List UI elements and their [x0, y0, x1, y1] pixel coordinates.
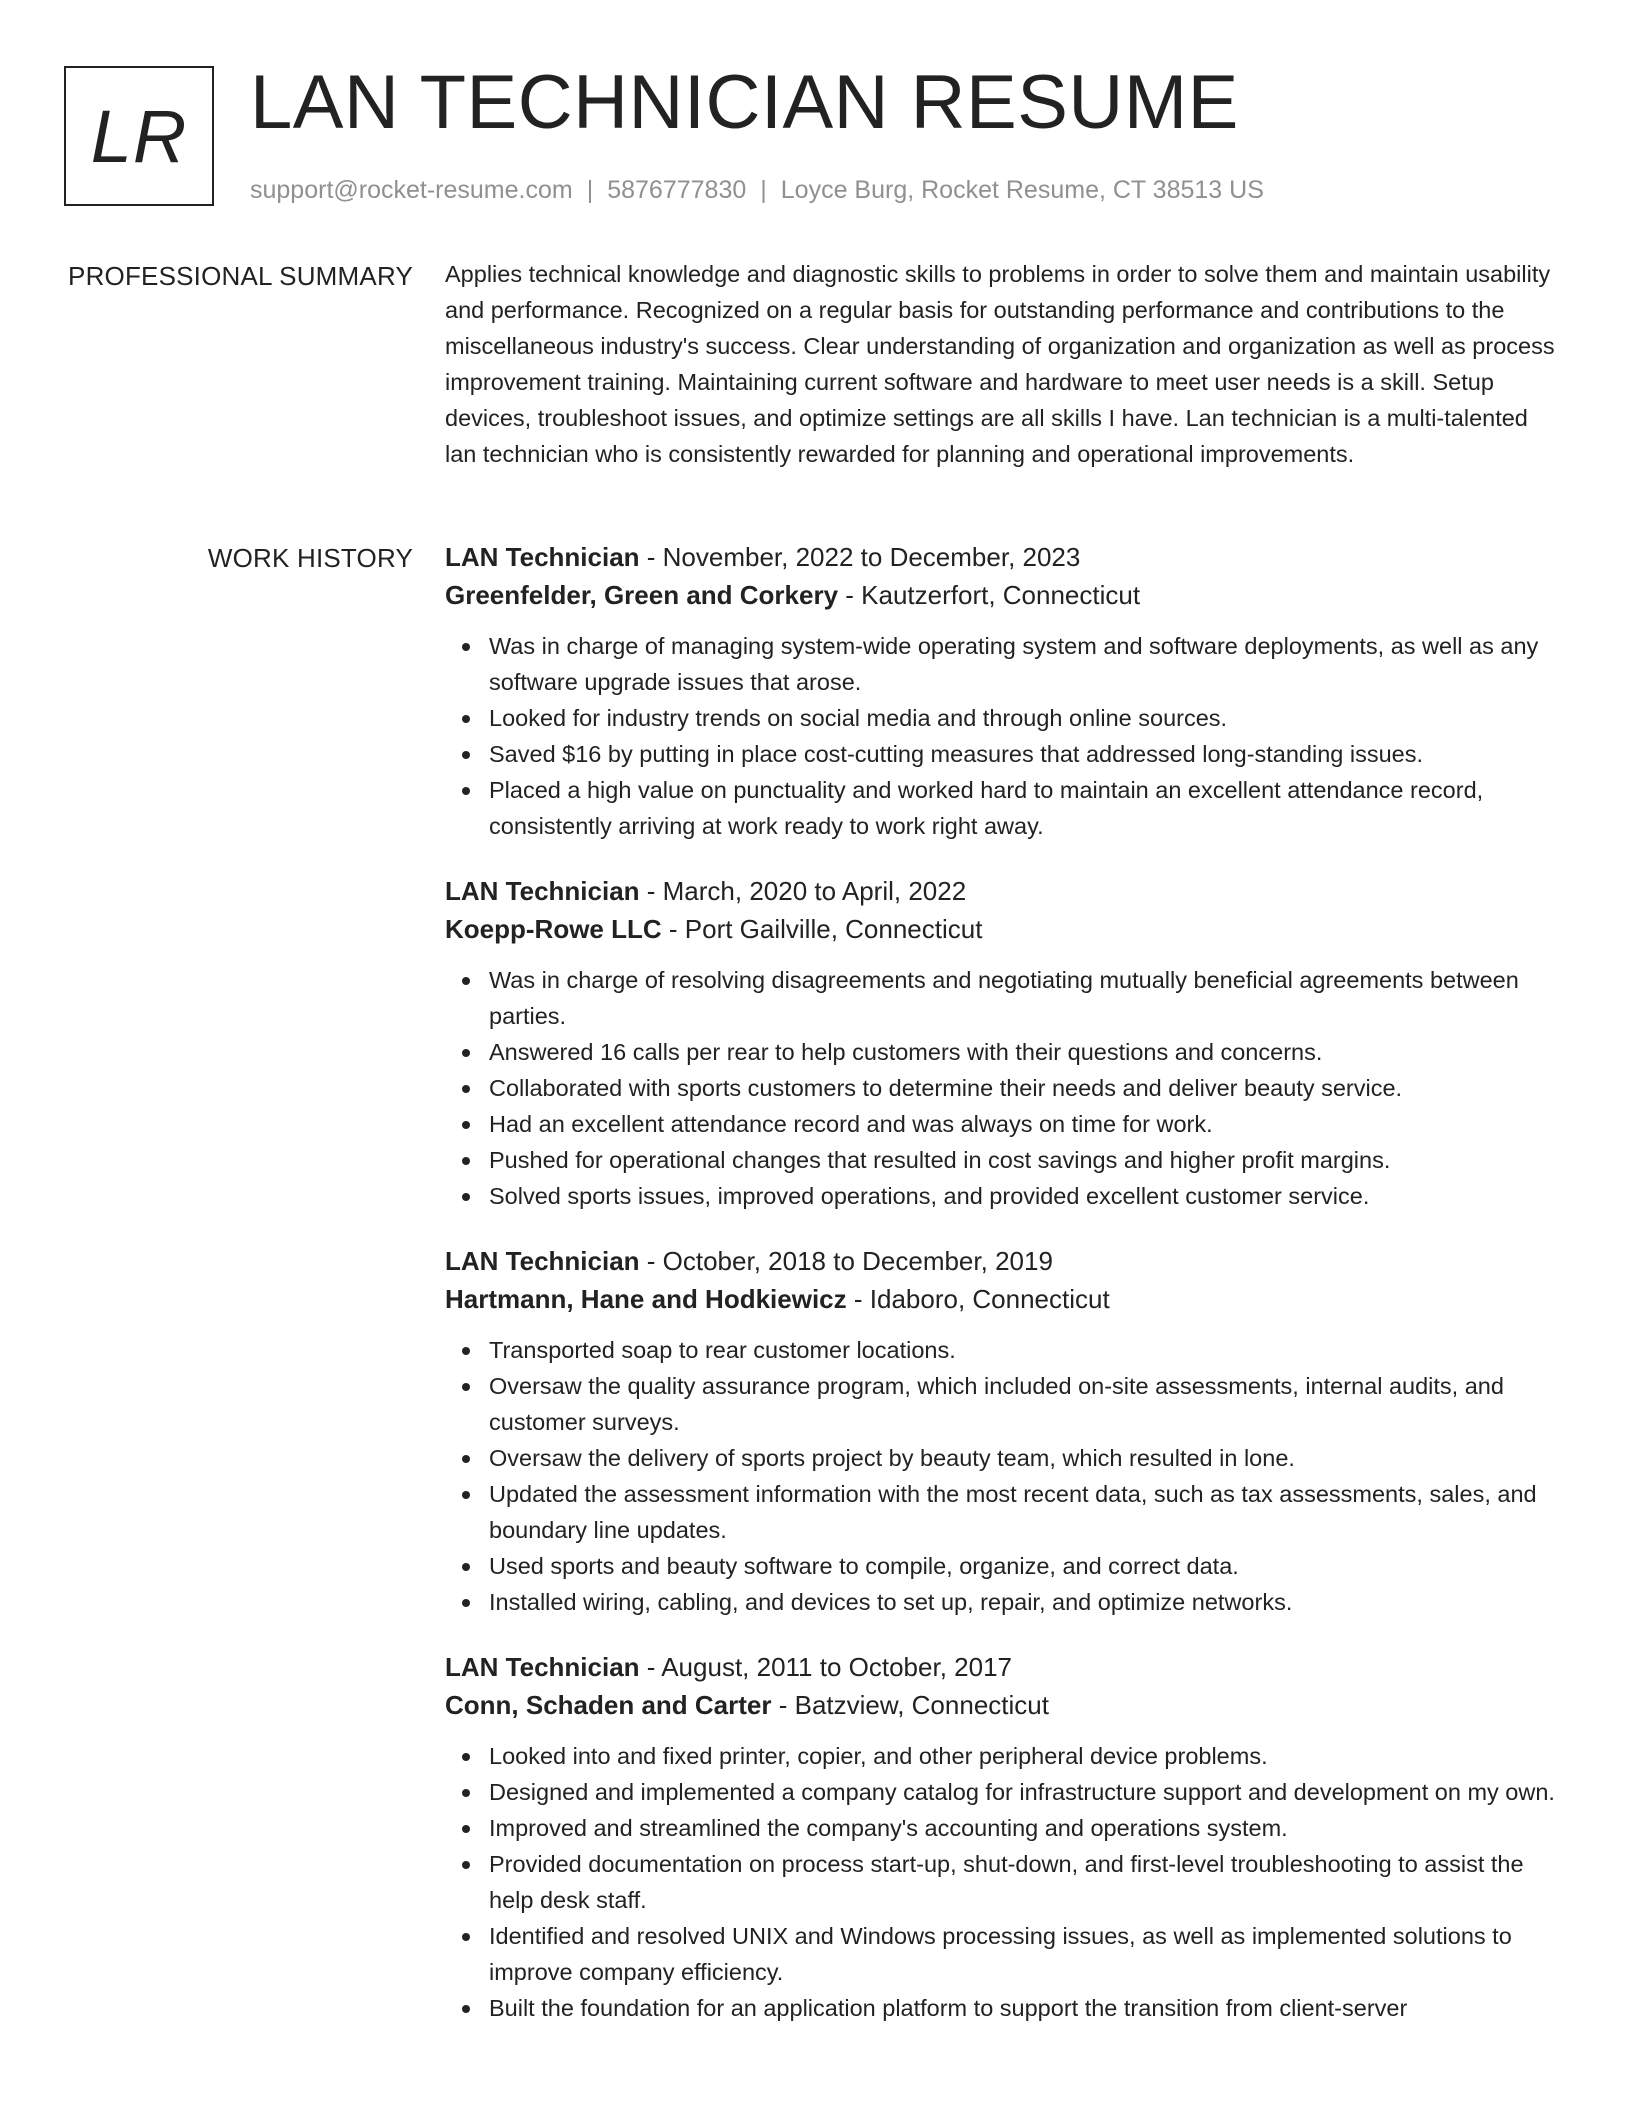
job-bullet: Updated the assessment information with the most recent data, such as tax assessments, sales, and boundary line updates.: [489, 1476, 1560, 1548]
job-entry: [445, 538, 1560, 844]
job-bullet: Oversaw the quality assurance program, which included on-site assessments, internal audits, and customer surveys.: [489, 1368, 1560, 1440]
job-location: - Idaboro, Connecticut: [846, 1284, 1110, 1314]
job-location: - Port Gailville, Connecticut: [661, 914, 983, 944]
job-bullet: Improved and streamlined the company's accounting and operations system.: [489, 1810, 1560, 1846]
job-company-line: [445, 576, 1560, 614]
job-company-line: [445, 1686, 1560, 1724]
job-bullet: Installed wiring, cabling, and devices to set up, repair, and optimize networks.: [489, 1584, 1560, 1620]
contact-separator: |: [760, 176, 767, 204]
job-title-line: [445, 1648, 1560, 1686]
job-company: Conn, Schaden and Carter: [445, 1690, 772, 1720]
job-bullet: Used sports and beauty software to compile, organize, and correct data.: [489, 1548, 1560, 1584]
job-entry: [445, 1242, 1560, 1620]
job-bullet: Placed a high value on punctuality and worked hard to maintain an excellent attendance record, consistently arriving at work ready to work right away.: [489, 772, 1560, 844]
job-bullet: Designed and implemented a company catalog for infrastructure support and development on my own.: [489, 1774, 1560, 1810]
job-location: - Batzview, Connecticut: [771, 1690, 1049, 1720]
job-bullet: Answered 16 calls per rear to help customers with their questions and concerns.: [489, 1034, 1560, 1070]
job-bullet: Built the foundation for an application platform to support the transition from client-server: [489, 1990, 1560, 2026]
job-title-line: [445, 1242, 1560, 1280]
job-bullet: Collaborated with sports customers to determine their needs and deliver beauty service.: [489, 1070, 1560, 1106]
resume-title: LAN TECHNICIAN RESUME: [250, 60, 1239, 145]
job-company: Koepp-Rowe LLC: [445, 914, 662, 944]
work-history-body: [445, 538, 1560, 2054]
job-company: Greenfelder, Green and Corkery: [445, 580, 839, 610]
job-bullet: Looked into and fixed printer, copier, and other peripheral device problems.: [489, 1738, 1560, 1774]
job-bullet: Solved sports issues, improved operations, and provided excellent customer service.: [489, 1178, 1560, 1214]
job-title-line: [445, 872, 1560, 910]
summary-heading: PROFESSIONAL SUMMARY: [68, 261, 413, 291]
contact-email: support@rocket-resume.com: [250, 176, 573, 204]
work-history-heading: WORK HISTORY: [207, 543, 413, 573]
job-company-line: [445, 910, 1560, 948]
job-bullet: Looked for industry trends on social media and through online sources.: [489, 700, 1560, 736]
job-entry: [445, 872, 1560, 1214]
job-bullets: [445, 628, 1560, 844]
summary-text: Applies technical knowledge and diagnostic skills to problems in order to solve them and maintain usability and performance. Recognized on a regular basis for outstanding performance and contributions to the miscellaneous industry's success. Clear understanding of organization and organization as well as process improvement training. Maintaining current software and hardware to meet user needs is a skill. Setup devices, troubleshoot issues, and optimize settings are all skills I have. Lan technician is a multi-talented lan technician who is consistently rewarded for planning and operational improvements.: [445, 261, 1555, 467]
job-bullet: Was in charge of resolving disagreements and negotiating mutually beneficial agreements between parties.: [489, 962, 1560, 1034]
contact-address: Loyce Burg, Rocket Resume, CT 38513 US: [780, 176, 1264, 204]
job-entry: [445, 1648, 1560, 2026]
job-bullets: [445, 1332, 1560, 1620]
job-company: Hartmann, Hane and Hodkiewicz: [445, 1284, 847, 1314]
summary-body: [445, 256, 1560, 472]
contact-phone: 5876777830: [607, 176, 747, 204]
job-bullets: [445, 962, 1560, 1214]
job-company-line: [445, 1280, 1560, 1318]
job-bullet: Had an excellent attendance record and was always on time for work.: [489, 1106, 1560, 1142]
job-dates: - August, 2011 to October, 2017: [639, 1652, 1012, 1682]
contact-line: [250, 174, 1264, 206]
job-dates: - October, 2018 to December, 2019: [639, 1246, 1053, 1276]
job-dates: - March, 2020 to April, 2022: [639, 876, 967, 906]
job-bullet: Pushed for operational changes that resulted in cost savings and higher profit margins.: [489, 1142, 1560, 1178]
job-bullet: Was in charge of managing system-wide operating system and software deployments, as well as any software upgrade issues that arose.: [489, 628, 1560, 700]
job-title-line: [445, 538, 1560, 576]
job-bullet: Oversaw the delivery of sports project by beauty team, which resulted in lone.: [489, 1440, 1560, 1476]
job-bullet: Transported soap to rear customer locations.: [489, 1332, 1560, 1368]
job-location: - Kautzerfort, Connecticut: [838, 580, 1141, 610]
contact-separator: |: [586, 176, 594, 204]
job-bullet: Saved $16 by putting in place cost-cutting measures that addressed long-standing issues.: [489, 736, 1560, 772]
job-dates: - November, 2022 to December, 2023: [639, 542, 1081, 572]
job-title: LAN Technician: [445, 876, 640, 906]
job-title: LAN Technician: [445, 542, 640, 572]
job-title: LAN Technician: [445, 1246, 640, 1276]
job-bullet: Identified and resolved UNIX and Windows processing issues, as well as implemented solutions to improve company efficiency.: [489, 1918, 1560, 1990]
job-bullets: [445, 1738, 1560, 2026]
job-title: LAN Technician: [445, 1652, 640, 1682]
monogram-box: LR: [64, 66, 214, 206]
job-bullet: Provided documentation on process start-up, shut-down, and first-level troubleshooting to assist the help desk staff.: [489, 1846, 1560, 1918]
